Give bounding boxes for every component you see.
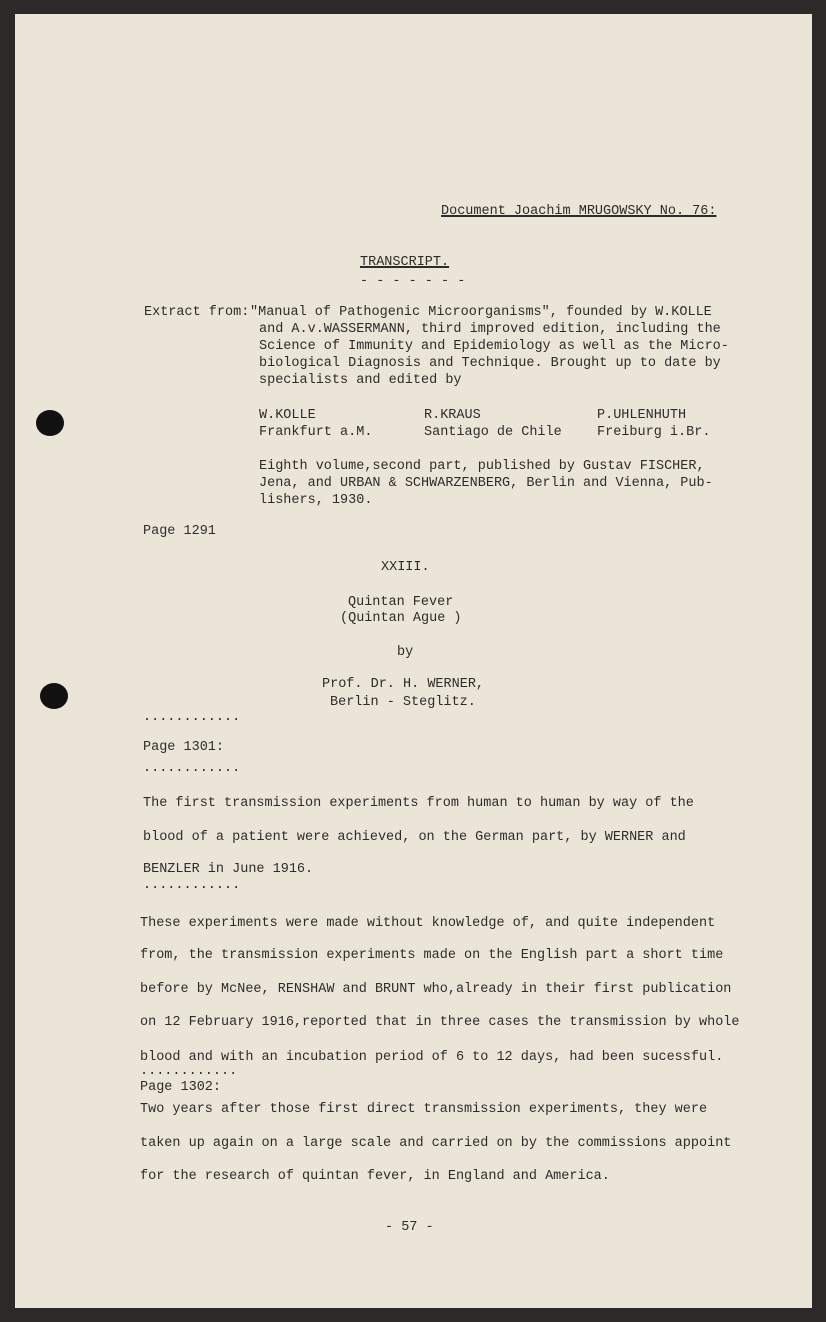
ellipsis: ............	[143, 710, 241, 725]
paragraph-line: for the research of quintan fever, in England and America.	[140, 1169, 610, 1184]
punch-hole	[36, 410, 64, 436]
publication-line: lishers, 1930.	[259, 493, 373, 508]
editor-name: R.KRAUS	[424, 408, 481, 423]
ellipsis: ............	[143, 761, 241, 776]
editor-place: Freiburg i.Br.	[597, 425, 711, 440]
author-place: Berlin - Steglitz.	[330, 695, 476, 710]
extract-line: "Manual of Pathogenic Microorganisms", founded by W.KOLLE	[250, 305, 712, 320]
paragraph-line: from, the transmission experiments made on the English part a short time	[140, 948, 724, 963]
title: TRANSCRIPT.	[360, 255, 450, 270]
paragraph-line: The first transmission experiments from human to human by way of the	[143, 796, 694, 811]
ellipsis: ............	[143, 878, 241, 893]
page-ref: Page 1301:	[143, 740, 225, 755]
author: Prof. Dr. H. WERNER,	[322, 677, 485, 692]
editor-place: Frankfurt a.M.	[259, 425, 373, 440]
publication-line: Eighth volume,second part, published by Gustav FISCHER,	[259, 459, 705, 474]
chapter-number: XXIII.	[381, 560, 430, 575]
chapter-title: Quintan Fever	[348, 595, 454, 610]
extract-label: Extract from:	[144, 305, 250, 320]
editor-name: W.KOLLE	[259, 408, 316, 423]
paragraph-line: Two years after those first direct transmission experiments, they were	[140, 1102, 708, 1117]
publication-line: Jena, and URBAN & SCHWARZENBERG, Berlin and Vienna, Pub-	[259, 476, 713, 491]
paragraph-line: on 12 February 1916,reported that in three cases the transmission by whole	[140, 1015, 740, 1030]
extract-line: Science of Immunity and Epidemiology as well as the Micro-	[259, 339, 729, 354]
ellipsis: ............	[140, 1064, 238, 1079]
paragraph-line: blood of a patient were achieved, on the German part, by WERNER and	[143, 830, 686, 845]
page-ref: Page 1302:	[140, 1080, 222, 1095]
extract-line: specialists and edited by	[259, 373, 462, 388]
paragraph-line: before by McNee, RENSHAW and BRUNT who,already in their first publication	[140, 982, 732, 997]
paragraph-line: These experiments were made without knowledge of, and quite independent	[140, 916, 716, 931]
document-header: Document Joachim MRUGOWSKY No. 76:	[441, 204, 717, 219]
extract-line: and A.v.WASSERMANN, third improved edition, including the	[259, 322, 721, 337]
by-label: by	[397, 645, 414, 660]
paragraph-line: taken up again on a large scale and carried on by the commissions appoint	[140, 1136, 732, 1151]
editor-place: Santiago de Chile	[424, 425, 562, 440]
page-number: - 57 -	[385, 1220, 434, 1235]
editor-name: P.UHLENHUTH	[597, 408, 687, 423]
extract-line: biological Diagnosis and Technique. Brought up to date by	[259, 356, 721, 371]
title-rule: - - - - - - -	[360, 274, 466, 289]
paragraph-line: BENZLER in June 1916.	[143, 862, 314, 877]
page-ref: Page 1291	[143, 524, 216, 539]
paragraph-line: blood and with an incubation period of 6 to 12 days, had been sucessful.	[140, 1050, 724, 1065]
punch-hole	[40, 683, 68, 709]
chapter-subtitle: (Quintan Ague )	[340, 611, 462, 626]
